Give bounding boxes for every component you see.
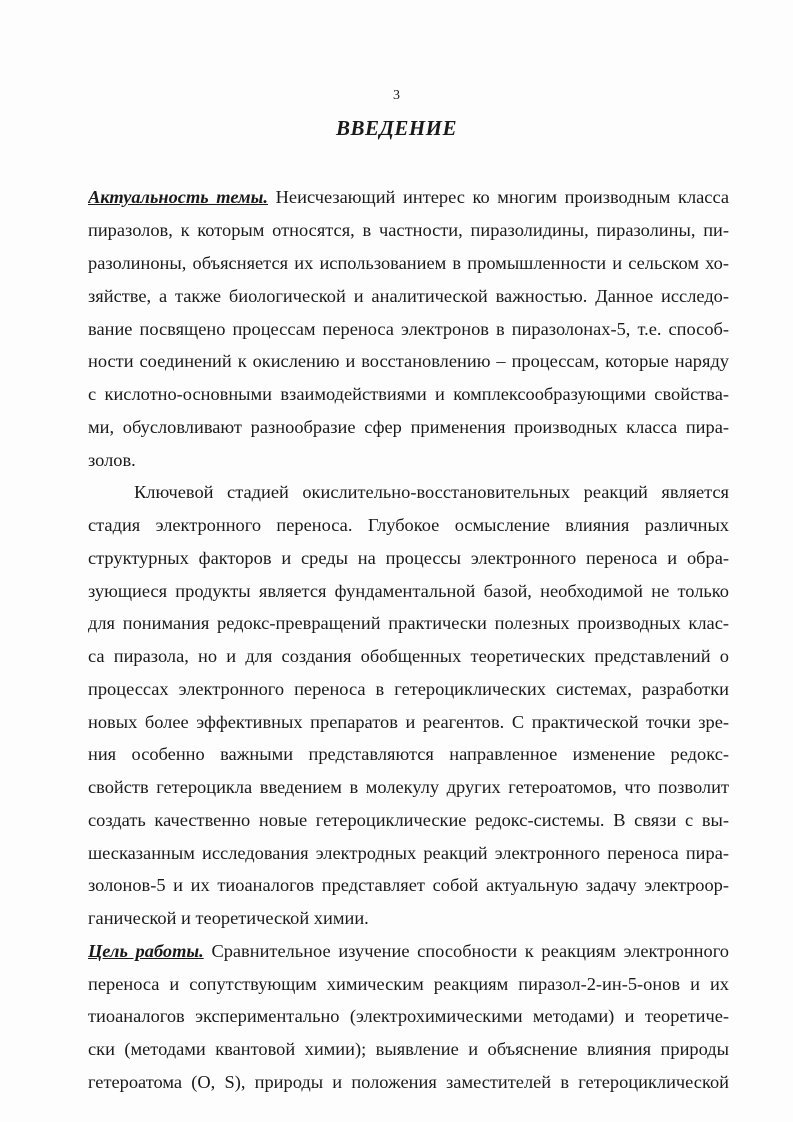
goal-first-line xyxy=(88,937,729,965)
paragraph2-line: Ключевой стадией окислительно-восстановительных реакций является xyxy=(134,482,729,502)
relevance-line: с кислотно-основными взаимодействиями и комплексообразующими свойства- xyxy=(88,384,729,404)
relevance-line: золов. xyxy=(88,450,136,470)
goal-line: переноса и сопутствующим химическим реакциям пиразол-2-ин-5-онов и их xyxy=(88,974,729,994)
goal-heading: Цель работы. xyxy=(88,941,204,961)
paragraph2-line: процессах электронного переноса в гетероциклических системах, разработки xyxy=(88,679,729,699)
paragraph2-line: новых более эффективных препаратов и реагентов. С практической точки зре- xyxy=(88,712,729,732)
paragraph2-line: ния особенно важными представляются направленное изменение редокс- xyxy=(88,744,729,764)
relevance-first-text: Неисчезающий интерес ко многим производным класса xyxy=(275,187,729,207)
paragraph2-line: са пиразола, но и для создания обобщенных теоретических представлений о xyxy=(88,646,729,666)
paragraph2-line: ганической и теоретической химии. xyxy=(88,908,369,928)
paragraph2-line: зующиеся продукты является фундаментальной базой, необходимой не только xyxy=(88,581,729,601)
goal-line: тиоаналогов экспериментально (электрохимическими методами) и теоретиче- xyxy=(88,1006,729,1026)
relevance-first-line xyxy=(88,183,729,211)
goal-line: гетероатома (O, S), природы и положения заместителей в гетероциклической xyxy=(88,1072,729,1092)
paragraph2-line: свойств гетероцикла введением в молекулу других гетероатомов, что позволит xyxy=(88,777,729,797)
goal-first-text: Сравнительное изучение способности к реакциям электронного xyxy=(211,941,729,961)
relevance-line: ми, обусловливают разнообразие сфер применения производных класса пира- xyxy=(88,417,729,437)
relevance-heading: Актуальность темы. xyxy=(88,187,269,207)
relevance-line: зяйстве, а также биологической и аналитической важностью. Данное исследо- xyxy=(88,286,729,306)
paragraph2-line: стадия электронного переноса. Глубокое осмысление влияния различных xyxy=(88,515,729,535)
paragraph2-line: золонов-5 и их тиоаналогов представляет собой актуальную задачу электроор- xyxy=(88,875,729,895)
goal-line: ски (методами квантовой химии); выявление и объяснение влияния природы xyxy=(88,1039,729,1059)
relevance-line: разолиноны, объясняется их использованием в промышленности и сельском хо- xyxy=(88,253,729,273)
relevance-line: вание посвящено процессам переноса электронов в пиразолонах-5, т.е. способ- xyxy=(88,319,729,339)
paragraph2-line: для понимания редокс-превращений практически полезных производных клас- xyxy=(88,613,729,633)
paragraph2-line: создать качественно новые гетероциклические редокс-системы. В связи с вы- xyxy=(88,810,729,830)
page-title: ВВЕДЕНИЕ xyxy=(335,116,458,140)
paragraph2-line: структурных факторов и среды на процессы электронного переноса и обра- xyxy=(88,548,729,568)
paragraph2-line: шесказанным исследования электродных реакций электронного переноса пира- xyxy=(88,843,729,863)
page-number: 3 xyxy=(393,88,400,103)
relevance-line: пиразолов, к которым относятся, в частности, пиразолидины, пиразолины, пи- xyxy=(88,220,729,240)
relevance-line: ности соединений к окислению и восстановлению – процессам, которые наряду xyxy=(88,351,729,371)
